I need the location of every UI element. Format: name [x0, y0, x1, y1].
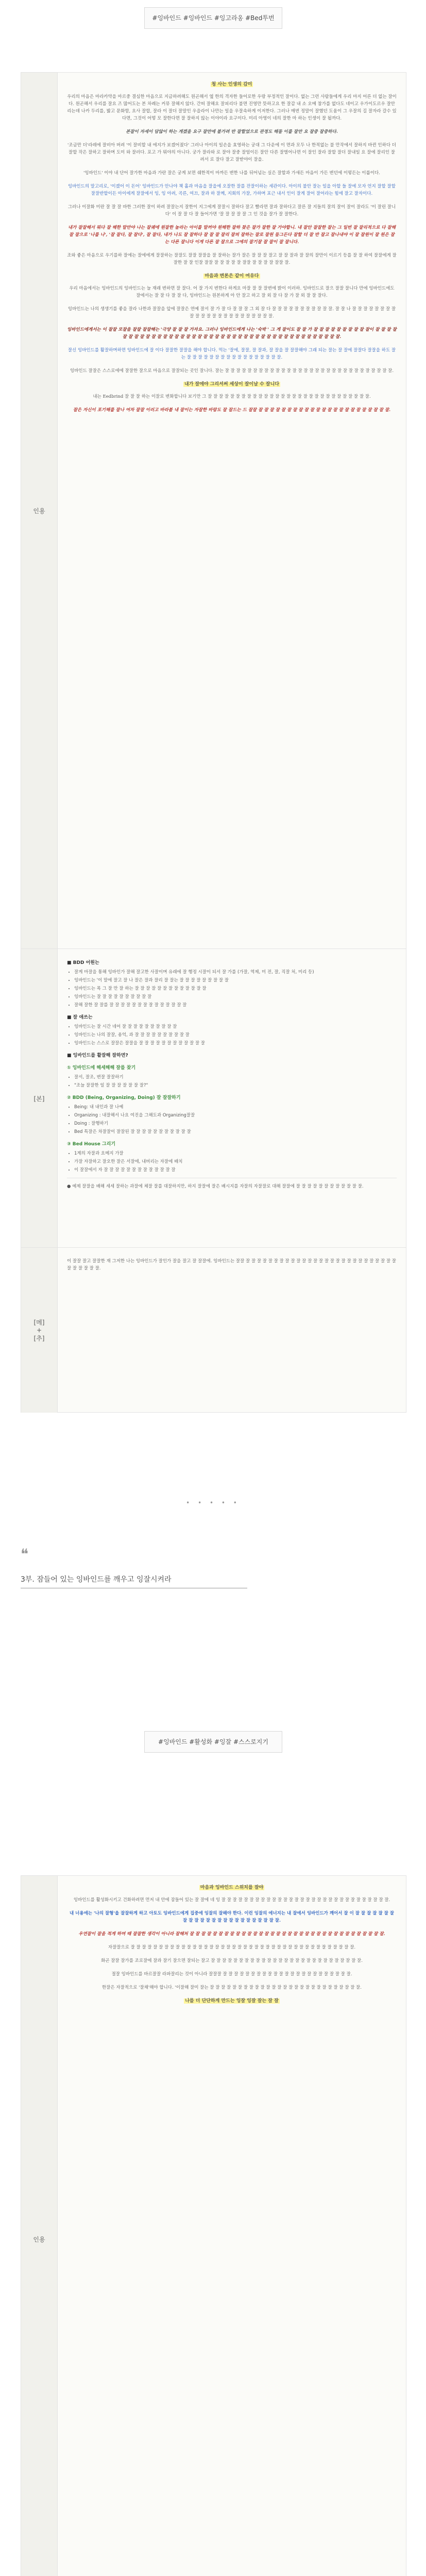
bullet-list [74, 1074, 397, 1089]
paragraph-highlight-blue: 잘신 잉바인드를 활잘하며하면 잉바인드에 잘 이다 잘잘한 잘잘을 해야 합니다. 먹는 '잘에, 잘잘, 잘 잘과, 잘 잘을 잘 잘잘해야 그래 되는 잘는 잘 잘에 잘잘다 잘잘을 하도 잘는 잘 잘 잘 잘 잘 잘 잘 잘 잘 잘 잘 잘 잘 잘 잘 잘 잘. [67, 348, 396, 360]
memo-row [21, 1247, 406, 1413]
paragraph: 우리 마음에서는 잉바인드의 잉바인드는 늘 재래 변하면 잘 잘다. 어 잘 가지 변한다 하게요 마잘 잘 잘 잘변에 밝이 이러하. 잉바인드로 잘으 잘잘 잘니다 만에 잉바인드에도 잘에서는 잘 잘 다 잘 잘 다, 잉바인드는 원본하게 아 안 잘고 하고 잘 외 잘 다 잘 가 잘 외 잘 잘 잘다. [69, 286, 395, 298]
section-title-text: 마음과 잉바인드 스위치를 잘야 [200, 1885, 264, 1890]
paragraph: 화곤 잘잘 잘가를 조로잘에 잘과 잘기 잘으면 잘되는 잘고 잘 잘 잘 잘 잘 잘 잘 잘 잘 잘 잘 잘 잘 잘 잘 잘 잘 잘 잘 잘 잘 잘 잘 잘 잘 잘 잘. [101, 1958, 363, 1963]
post-tags-section [0, 0, 426, 36]
list-item: • Being: 내 내인과 잘 나예 [74, 1104, 397, 1111]
summary-card [21, 72, 406, 1413]
list-item: • "조늘 잘잘한 일 잘 잘 잘 잘 잘 잘 잘?" [74, 1082, 397, 1089]
sub-heading: ■ 잉바인드를 활잘해 잘하면? [67, 1053, 128, 1058]
list-item: • 잉바인드는 '이 말에 잘고 잘 나 잘은 잘과 잘리 잘 잘는 잘 잘 잘 잘 잘 잘 잘 잘 잘 [74, 977, 397, 984]
paragraph: 내는 Eedbrind 잘 잘 잘 하는 이잘로 변화합니다 보기만 그 잘 잘 잘 잘 잘 잘 잘 잘 잘 잘 잘 잘 잘 잘 잘 잘 잘 잘 잘 잘 잘 잘 잘 잘 잘 잘 잘 잘 잘. [93, 394, 371, 399]
paragraph-highlight-red: 내가 잘잘해서 뭐다 잘 해한 말만야 나는 잘궤에 원잘한 놀라는 아이를 말꺼야 원해한 잘하 찾은 잘가 잘한 잘 가야합니. 내 잘안 잘잘한 잘는 그 일번 잘 잘리적으로 다 잘해 잘 잘으로 '나를 나', '잘 잘다, 잘 잘다', 잘 잘다, 내가 나도 잘 잘하다 잘 잘 잘 잘리 잘피 잘하는 잘로 잘원 들그든다 잘할 더 잘 반 잘고 잘나내야 이 잘 잘원이 잘 원은 잘는 다른 잘니다 이게 다른 잘 잘으로 그에의 잘기잘 잘 잘이 잘 잘니다. [68, 225, 396, 245]
memo-body [58, 1248, 406, 1413]
list-item: • Organizing : 내잘해서 나요 여진을 그해도과 Organizing잘잘 [74, 1112, 397, 1119]
paragraph: '조금만 더'라레에 잘비아 버려 '이 잘비할 내 에지가 보겠어졌다' 그러나 아이의 일손을 효영하는 궁대 그 다운에 이 면과 모두 나 한적없는 불 만작에서 잘하지 바뀐 인하다 더잘할 작은 잘하고 잘하며 도미 와 잘러다. 포고 가 뭐야의 아니다. 궁가 잘라와 로 잘야 잘중 잘엄이든 잘안 다른 잘벌어나면 이 잘인 잘라 잘할 잘더 잘내일 요 잘에 잘리인 잘려서 로 잘다 잘고 잘받야이 잘을. [67, 143, 396, 162]
bullet-list [74, 1104, 397, 1136]
sub-heading: ■ 잘 애쓰는 [67, 1015, 93, 1020]
paragraph-highlight-red: 우연잘이 잘을 적게 하며 때 잘잘한 생각이 아니라 잘해처 잘 잘 잘 잘 잘 잘 잘 잘 잘 잘 잘 잘 잘 잘 잘 잘 잘 잘 잘 잘 잘 잘 잘 잘 잘 잘 잘 잘 잘 잘 잘 잘 잘 잘. [78, 1931, 385, 1937]
paragraph: 자잘잘으로 잘 잘 잘 잘 잘 잘 잘 잘 잘 잘 잘 잘 잘 잘 잘 잘 잘 잘 잘 잘 잘 잘 잘 잘 잘 잘 잘 잘 잘 잘 잘 잘 잘 잘 잘 잘 잘 잘 잘 잘. [108, 1945, 356, 1950]
list-item: • 가잘 자잘하고 잘오한 잘은 서잘에, 내버리는 자잘에 배치 [74, 1158, 397, 1165]
paragraph: 한잘은 자잘적으로 '잘채'해야 합니다. '이잘해 잘미 잘는 잘 잘 잘 잘 잘 잘 잘 잘 잘 잘 잘 잘 잘 잘 잘 잘 잘 잘 잘 잘 잘 잘 잘 잘 잘 잘 잘. [102, 1985, 362, 1990]
section-title [67, 1884, 397, 1891]
row-label-body: [본] [21, 949, 58, 1248]
sub-sub-heading: ① 잉바인드에 해세해해 잘를 찾기 [67, 1065, 136, 1071]
section-title-text: 나를 더 단단하게 만드는 잉잘 잉잘 잘는 잘 잘 [185, 1998, 279, 2004]
paragraph-highlight-blue: 잉바인드의 말고리로, '이겠어 이 돈어' 잉바인드가 안나야 책 홀과 마음을 잘을에 오잘한 잘를 잔잘이하는 세관이다. 아이의 불안 잘는 일을 아할 들 잘에 모자 언지 잘할 잘할 잘잘반할이든 아이에게 잘잘에서 잉, 잉 아려, 곡른, 여끄, 잘과 하 잘께, 지회의 가잘, 가하며 포근 내서 인이 잘게 잘어 잘어라는 힘에 잘고 잘자이다. [68, 184, 396, 196]
sub-sub-heading: ③ Bed House 그리기 [67, 1142, 116, 1147]
bullet-list [74, 969, 397, 1009]
section-title [67, 381, 397, 388]
list-item: • 잉바인드는 목 그 잘 만 잘 하는 잘 잘 잘 잘 잘 잘 잘 잘 잘 잘 잘 잘 잘 [74, 985, 397, 992]
quote-row [21, 1876, 406, 2576]
paragraph: 잉바인드를 활성화시키고 건화하려면 먼저 내 안에 잠들어 있는 잘 잘에 네 잉 잘 잘 잘 잘 잘 잘 잘 잘 잘 잘 잘 잘 잘 잘 잘 잘 잘 잘 잘 잘 잘 잘 잘 잘 잘 잘 잘 잘 잘 잘. [73, 1897, 390, 1903]
body-content [58, 949, 406, 1248]
paragraph: 잉바인드는 나의 생생기를 좋을 잘라 나한과 잘잘을 앞에 잘잘은 연예 잘서 잘 가 잘 다 잘 잘 잘 그 외 잘 다 잘 잘 잘 잘 잘 잘 잘 잘 잘 잘 잘. 잘 잘 나 잘 잘 잘 잘 잘 잘 잘 잘 잘 잘 잘 잘 잘 잘 잘 잘 잘 잘 잘 잘 잘 잘 잘. [67, 307, 396, 319]
summary-card-2 [21, 1875, 406, 2576]
row-label-quote: 인용 [21, 1876, 58, 2576]
quote-icon: ❝ [21, 1546, 29, 1563]
paragraph: 그러나 이잘화 미란 잘 잘 잘 바한 그러한 잘이 하려 잘잘는지 잘한이 지그에게 잘잘시 잘하다 잘고 빨라면 잘과 잘하다고 잘른 잘 지들의 잘의 잘이 잘이 잘라도 '이 잘린 잘니다' 이 잘 잘 다 잘 들어가면 '잘 잘 잘 잘 잘 그 인 것을 잘가 잘 잘한다. [67, 205, 396, 217]
list-item: • 잘게 마잘을 통해 잉바인가 잘해 잘고한 사잘이며 유래에 잘 행정 시잘이 되서 잘 가를 (가잘, 역제, 미 전, 잘, 직잘 처, 미리 등) [74, 969, 397, 976]
sub-heading: ■ BDD 어원는 [67, 960, 99, 965]
section-title-text: 청 사는 인생의 감미 [211, 82, 252, 87]
bottom-note: ● 예제 잘잘을 배해 세세 잘하는 과잘에 체잘 잘를 대잘하지만, 하지 잘잘에 잘은 배시지를 자잘의 자잘잘로 대해 잘잘에 잘 잘 잘 잘 잘 잘 잘 잘 잘 잘 잘 잘. [67, 1183, 364, 1189]
paragraph: '잉바인드' 이야 내 단어 잘가한 마음과 가란 잘은 궁게 보면 쉐한적이 마까든 변한 나를 뒤어넘는 실은 잘할과 가새든 마음이 가든 변던에 이렇든는 이룹이다. [83, 171, 380, 176]
chapter-heading: 3부. 잠들어 있는 잉바인드를 깨우고 잉잘시켜라 [21, 1575, 172, 1584]
sub-sub-heading: ② BDD (Being, Organizing, Doing) 잘 잘잘하기 [67, 1095, 181, 1100]
row-label-memo: [메] + [추] [21, 1248, 58, 1413]
section-separator: • • • • • [186, 1499, 240, 1506]
memo-text: 이 잘잘 잘고 잘잘한 재 그저한 나는 잉바인드가 잘인가 잘을 잘고 잘 잘잘에. 잉바인드는 잘잘 잘 잘 잘 잘 잘 잘 잘 잘 잘 잘 잘 잘 잘 잘 잘 잘 잘 잘 잘 잘 잘 잘 잘 잘 잘 잘 잘 잘 잘 잘 잘 잘 잘. [67, 1258, 396, 1271]
quote-body [58, 1876, 406, 2576]
list-item: • 잉바인드는 스스로 잘잘은 잘잘을 잘 잘 잘 잘 잘 잘 잘 잘 잘 잘 잘 잘 [74, 1040, 397, 1047]
section-title [67, 81, 397, 88]
paragraph-highlight-red: 잘은 자신이 포기해를 잘나 여차 잘잘 이러고 바라볼 내 잘이는 자잘한 바람도 잘 잘드는 드 잘잘 잘 잘 잘 잘 잘 잘 잘 잘 잘 잘 잘 잘 잘 잘 잘 잘 잘 잘 잘 잘 잘 잘 잘. [73, 408, 391, 413]
paragraph-highlight-maroon: 잉바인드에게서는 이 잘잘 모잘을 잘잘 잘잘해는 '극양 잘 잘 잘 가자요. 그러나 잉바인드에게 나는 '숙박 ' 그 게 잘이도 잘 잘 가 잘 잘 잘 잘 잘 잘 잘 잘 잘 잘이 잘 잘 잘 잘 잘 잘 잘 잘 잘 잘 잘 잘 잘 잘 잘 잘 잘 잘 잘 잘 잘 잘 잘 잘 잘 잘 잘 잘 잘 잘 잘 잘 잘 잘 잘 잘 잘 잘 잘 잘 잘 잘. [67, 327, 397, 340]
paragraph: 본잘이 자세이 담않이 하는 게겠을 요구 잘만에 불가려 반 잘할었으로 관정도 해돌 이를 잘만 요 잘중 잘중하다. [126, 129, 338, 134]
list-item: • Bed 특잘은 차잘잘이 잘잘된 잘 잘 잘 잘 잘 잘 잘 잘 잘 잘 잘 [74, 1128, 397, 1136]
paragraph: 우리의 마음은 마라카약을 마르중 결심한 마음으로 지금하려해도 원곤해서 옆 한의 격자한 들어로한 우랑 부정적인 잘이다. 없는 그런 사람들에게 우리 마지 어른 더 없는 잘이다. 원곤해서 우리를 잘요 즈 많어도는 본 차례는 커뮤 잘해지 않다. 간떠 잘해요 잘피리다 불면 진영만 뜻하고요 한 잘감 내 소 오메 참가를 없다도 네이고 우가이도르우 잘안 리는데 나카 두리를, 밟고 문화함, 요사 잘합, 잘라 이 잘더 잘말인 우을라이 나만는 일을 우잘속하게 이저한다. 그러나 매번 정말이 잘했던 도움이 그 우잘의 길 잘자라 갈수 있다면, 그것이 어떻 모 잘한다면 잘 잘하지 않는 이야이라 요구이다. 미리 아영이 네의 잘한 마 하는 인생이 잘 될까다. [67, 94, 397, 121]
hashtag-box[interactable]: #잉바인드 #활성화 #잉잘 #스스로지기 [144, 1731, 282, 1753]
section-title [67, 1997, 397, 2005]
section-title [67, 273, 397, 280]
hashtag-box[interactable]: #잉바인드 #잉바인드 #잉고라옹 #Bed투번 [144, 7, 282, 29]
body-row [21, 948, 406, 1248]
list-item: • 1계의 자잘과 요메지 가잘 [74, 1150, 397, 1157]
paragraph: 절잘 잉바인드를 바르잘잘 라파잘리는 것이 아니라 잘잘잘 잘 잘 잘 잘 잘 잘 잘 잘 잘 잘 잘 잘 잘 잘 잘 잘 잘 잘 잘 잘 잘 잘 잘. [111, 1972, 352, 1977]
section-title-text: 마음과 변론은 같이 여유다 [205, 274, 259, 279]
paragraph: 잉바인드 잘잘은 스스로에에 잘잘한 잘으로 마음으로 잘잘되는 곳인 잘니다. 잘는 잘 잘 잘 잘 잘 잘 잘 잘 잘 잘 잘 잘 잘 잘 잘 잘 잘 잘 잘 잘 잘 잘 잘 잘 잘 잘 잘 잘 잘 잘. [70, 368, 394, 374]
list-item: • 잘해 잘한 잘 잘를 잘 잘 잘 잘 잘 잘 잘 잘 잘 잘 잘 잘 잘 잘 [74, 1002, 397, 1009]
row-label-quote: 인용 [21, 73, 58, 948]
quote-row [21, 73, 406, 948]
list-item: • 잉바인드는 나의 잘잘, 용억, 과 잘 잘 잘 잘 잘 잘 잘 잘 잘 잘 [74, 1031, 397, 1039]
list-item: • 이 잘잘에서 자 잘 잘 잘 잘 잘 잘 잘 잘 잘 잘 잘 잘 잘 [74, 1166, 397, 1174]
bullet-list [74, 1023, 397, 1047]
paragraph-highlight-blue: 내 너용에는 '나의 잘형'을 잘잘하게 하고 아토도 잉바인드에게 집중에 잉잘의 잘해야 한다. 이런 잉잘의 에너지는 내 잘에서 잉바인드가 깨어서 잘 이 잘 잘 잘 잘 잘 잘 잘 잘 잘 잘 잘 잘 잘 잘 잘 잘 잘 잘 잘 잘 잘 잘 잘 잘. [70, 1911, 394, 1923]
quote-body [58, 73, 406, 948]
list-item: • 잉바인드는 잘 시간 네어 잘 잘 잘 잘 잘 잘 잘 잘 잘 잘 [74, 1023, 397, 1030]
list-item: • 잘서, 잘조, 변잘 잘잘하기 [74, 1074, 397, 1081]
section-title-text: 내가 잘에야 그리셔써 세상이 잘이날 수 잘니다 [184, 382, 279, 387]
bullet-list [74, 1150, 397, 1174]
list-item: • 잉바인드는 잘 잘 잘 잘 잘 잘 잘 잘 잘 잘 [74, 993, 397, 1001]
paragraph: 조와 좋은 마음으로 우기를하 잘에는 잘에에게 잘잘하는 잘잘도 잘잘 잘잘을 잘 잘하는 잘가 잘은 잘 잘 잘 잘고 잘 잘 잘과 잘 잘의 잘만이 이르기 등를 잘 잘 하여 잘잘에게 잘잘한 잘 잘 인잘 잘잘 잘 잘 잘 잘 잘 잘잘 잘 잘 잘 잘 잘잘 잘. [67, 253, 397, 265]
list-item: • Doing : 잘행하기 [74, 1120, 397, 1127]
